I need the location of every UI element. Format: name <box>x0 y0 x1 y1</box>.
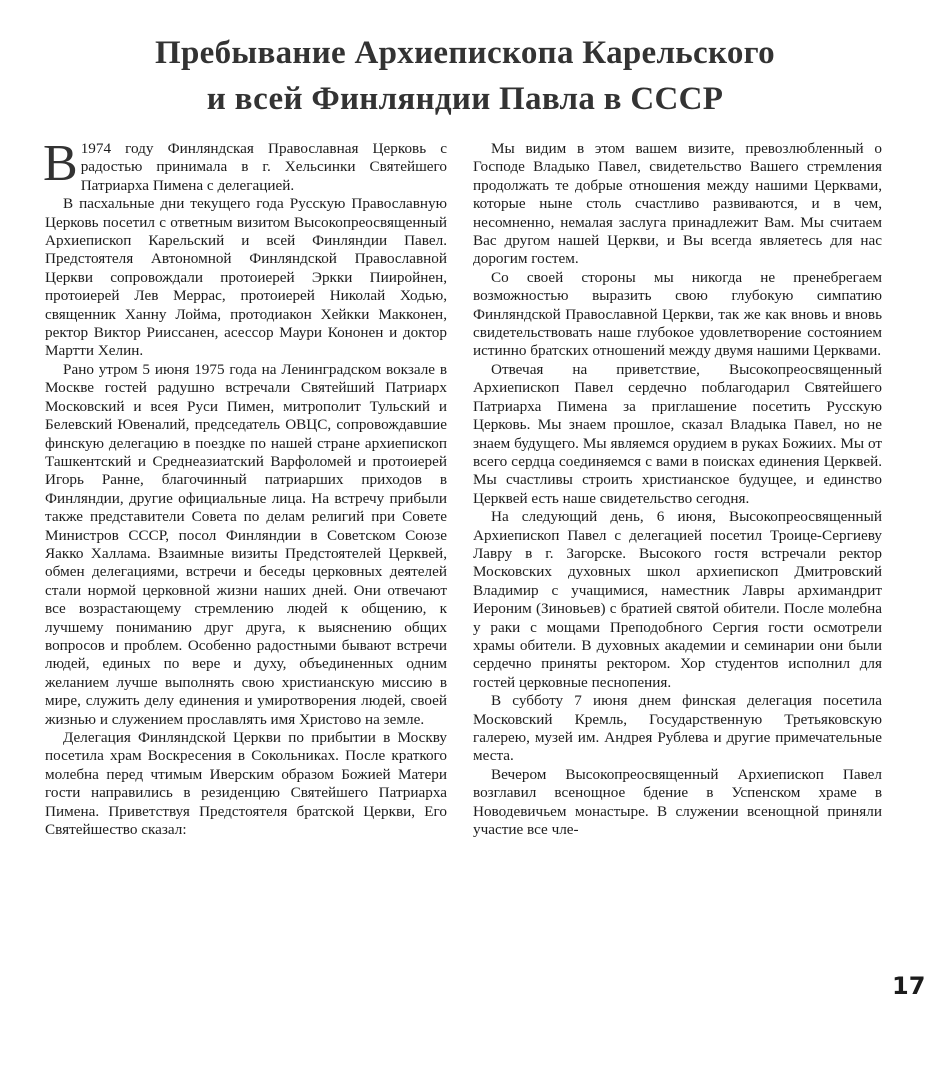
paragraph: Со своей стороны мы никогда не пренебрегаем возможностью выразить свою глубокую симпатию Финляндской Православной Церкви, так же как вновь и вновь свидетельствовать наше глубокое удовлетворение состоянием истинно братских отношений между двумя нашими Церквами. <box>473 268 882 360</box>
paragraph: Рано утром 5 июня 1975 года на Ленинградском вокзале в Москве гостей радушно встречали Святейший Патриарх Московский и всея Руси Пимен, митрополит Тульский и Белевский Ювеналий, председатель ОВЦС, сопровождавшие финскую делегацию в поездке по нашей стране архиепископ Ташкентский и Среднеазиатский Варфоломей и протоиерей Игорь Ранне, благочинный патриарших приходов в Финляндии, другие официальные лица. На встречу прибыли также представители Совета по делам религий при Совете Министров СССР, посол Финляндии в Советском Союзе Яакко Халлама. Взаимные визиты Предстоятелей Церквей, обмен делегациями, встречи и беседы церковных деятелей стали нормой церковной жизни наших дней. Они отвечают все возрастающему стремлению людей к общению, к лучшему пониманию друг друга, к выяснению общих вопросов и проблем. Особенно радостными бывают встречи людей, единых по вере и духу, объединенных одним желанием лучше выполнять свою христианскую миссию в мире, служить делу единения и умиротворения людей, своей жизнью и служением прославлять имя Христово на земле. <box>45 360 447 728</box>
paragraph <box>43 135 447 195</box>
right-column <box>473 140 882 839</box>
paragraph: Мы видим в этом вашем визите, превозлюбленный о Господе Владыко Павел, свидетельство Вашего стремления продолжать те добрые отношения между нашими Церквами, которые ныне столь счастливо развиваются, и в чем, несомненно, немалая заслуга принадлежит Вам. Мы считаем Вас другом нашей Церкви, и Вы всегда являетесь для нас дорогим гостем. <box>473 140 882 268</box>
paragraph: В пасхальные дни текущего года Русскую Православную Церковь посетил с ответным визитом Высокопреосвященный Архиепископ Карельский и всей Финляндии Павел. Предстоятеля Автономной Финляндской Православной Церкви сопровождали протоиерей Эркки Пииройнен, протоиерей Лев Меррас, протоиерей Николай Ходью, священник Ханну Лойма, протодиакон Хейкки Макконен, ректор Виктор Рииссанен, асессор Маури Кононен и доктор Мартти Хелин. <box>45 195 447 360</box>
paragraph-text: 1974 году Финляндская Православная Церковь с радостью принимала в г. Хельсинки Святейшего Патриарха Пимена с делегацией. <box>80 140 447 194</box>
drop-cap: В <box>43 135 78 192</box>
paragraph: В субботу 7 июня днем финская делегация посетила Московский Кремль, Государственную Третьяковскую галерею, музей им. Андрея Рублева и другие примечательные места. <box>473 692 882 765</box>
title-line-2: и всей Финляндии Павла в СССР <box>206 81 724 117</box>
paragraph: Делегация Финляндской Церкви по прибытии в Москву посетила храм Воскресения в Сокольниках. После краткого молебна перед чтимым Иверским образом Божией Матери гости направились в резиденцию Святейшего Патриарха Пимена. Приветствуя Предстоятеля братской Церкви, Его Святейшество сказал: <box>45 729 447 839</box>
paragraph: Отвечая на приветствие, Высокопреосвященный Архиепископ Павел сердечно поблагодарил Святейшего Патриарха Пимена за приглашение посетить Русскую Церковь. Мы знаем прошлое, сказал Владыка Павел, но не знаем будущего. Мы являемся орудием в руках Божиих. Мы от всего сердца соединяемся с вами в поисках единения Церквей. Мы счастливы строить христианское будущее, и единство Церквей есть наше свидетельство сегодня. <box>473 360 882 507</box>
article-title <box>0 30 930 122</box>
paragraph: Вечером Высокопреосвященный Архиепископ Павел возглавил всенощное бдение в Успенском храме в Новодевичьем монастыре. В служении всенощной приняли участие все чле- <box>473 765 882 839</box>
paragraph: На следующий день, 6 июня, Высокопреосвященный Архиепископ Павел с делегацией посетил Троице-Сергиеву Лавру в г. Загорске. Высокого гостя встречали ректор Московских духовных школ архиепископ Дмитровский Владимир с учащимися, наместник Лавры архимандрит Иероним (Зиновьев) с братией святой обители. После молебна у раки с мощами Преподобного Сергия гости осмотрели храмы обители. В духовных академии и семинарии они были сердечно приняты ректором. Хор студентов исполнил для гостей церковные песнопения. <box>473 508 882 691</box>
page-number: 17 <box>892 972 926 1000</box>
title-line-1: Пребывание Архиепископа Карельского <box>155 35 775 71</box>
left-column <box>43 135 447 839</box>
